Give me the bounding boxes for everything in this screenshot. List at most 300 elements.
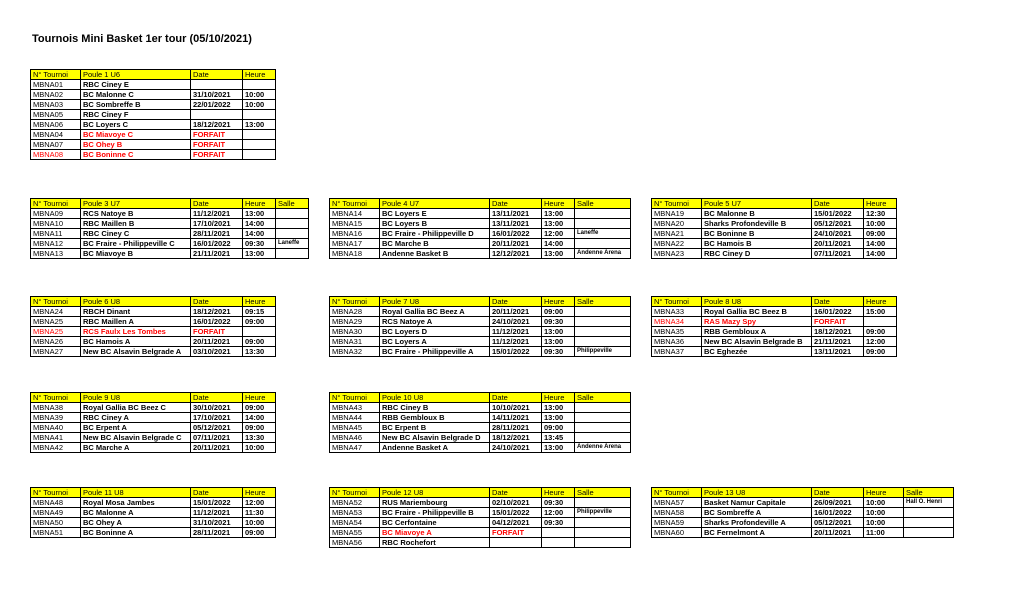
venue: Philippeville: [575, 347, 631, 357]
header-num-tournoi: N° Tournoi: [31, 393, 81, 403]
tournament-code: MBNA48: [31, 498, 81, 508]
match-time: 14:00: [243, 229, 276, 239]
team-name: BC Hamois B: [702, 239, 812, 249]
tournament-code: MBNA41: [31, 433, 81, 443]
tournament-code: MBNA47: [330, 443, 380, 453]
tournament-code: MBNA31: [330, 337, 380, 347]
pool-header-row: [652, 297, 897, 307]
pool-table-8: [651, 296, 897, 357]
match-date: 11/12/2021: [191, 508, 243, 518]
table-row: [652, 229, 897, 239]
tournament-code: MBNA53: [330, 508, 380, 518]
team-name: Royal Gallia BC Beez B: [702, 307, 812, 317]
tournament-code: MBNA12: [31, 239, 81, 249]
match-date: 21/11/2021: [191, 249, 243, 259]
match-date: FORFAIT: [812, 317, 864, 327]
match-date: FORFAIT: [191, 327, 243, 337]
team-name: RBC Ciney A: [81, 413, 191, 423]
team-name: Andenne Basket B: [380, 249, 490, 259]
match-date: 16/01/2022: [191, 239, 243, 249]
table-row: [31, 150, 276, 160]
pool-table-10: [329, 392, 631, 453]
tournament-code: MBNA59: [652, 518, 702, 528]
table-row: [330, 307, 631, 317]
pool-table-13: [651, 487, 954, 538]
pool-header-row: [330, 488, 631, 498]
team-name: BC Boninne C: [81, 150, 191, 160]
pool-table-12: [329, 487, 631, 548]
table-row: [330, 413, 631, 423]
tournament-code: MBNA57: [652, 498, 702, 508]
tournament-code: MBNA20: [652, 219, 702, 229]
team-name: New BC Alsavin Belgrade D: [380, 433, 490, 443]
venue: [904, 528, 954, 538]
match-date: 21/11/2021: [812, 337, 864, 347]
table-row: [330, 219, 631, 229]
team-name: RBC Maillen B: [81, 219, 191, 229]
tournament-code: MBNA17: [330, 239, 380, 249]
table-row: [31, 80, 276, 90]
match-time: 09:30: [542, 347, 575, 357]
venue: [575, 498, 631, 508]
venue: [575, 209, 631, 219]
team-name: RBCH Dinant: [81, 307, 191, 317]
venue: [276, 209, 309, 219]
team-name: RBC Maillen A: [81, 317, 191, 327]
match-date: 28/11/2021: [490, 423, 542, 433]
match-time: 13:45: [542, 433, 575, 443]
header-date: Date: [490, 297, 542, 307]
tournament-code: MBNA46: [330, 433, 380, 443]
team-name: BC Sombreffe A: [702, 508, 812, 518]
header-num-tournoi: N° Tournoi: [330, 393, 380, 403]
tournament-code: MBNA09: [31, 209, 81, 219]
tournament-code: MBNA01: [31, 80, 81, 90]
table-row: [330, 528, 631, 538]
tournament-code: MBNA14: [330, 209, 380, 219]
venue: [575, 433, 631, 443]
table-row: [31, 508, 276, 518]
header-num-tournoi: N° Tournoi: [31, 488, 81, 498]
table-row: [31, 337, 276, 347]
pool-name: Poule 13 U8: [702, 488, 812, 498]
match-date: 13/11/2021: [490, 209, 542, 219]
table-row: [31, 327, 276, 337]
header-heure: Heure: [243, 70, 276, 80]
table-row: [652, 249, 897, 259]
header-date: Date: [191, 199, 243, 209]
match-date: FORFAIT: [490, 528, 542, 538]
venue: Laneffe: [276, 239, 309, 249]
match-date: 03/10/2021: [191, 347, 243, 357]
tournament-code: MBNA30: [330, 327, 380, 337]
venue: Hall O. Henri: [904, 498, 954, 508]
match-time: 13:00: [243, 209, 276, 219]
match-time: 10:00: [243, 518, 276, 528]
match-date: 13/11/2021: [812, 347, 864, 357]
header-num-tournoi: N° Tournoi: [652, 199, 702, 209]
match-time: 09:30: [243, 239, 276, 249]
venue: [276, 229, 309, 239]
header-date: Date: [812, 199, 864, 209]
tournament-code: MBNA33: [652, 307, 702, 317]
table-row: [31, 403, 276, 413]
tournament-code: MBNA18: [330, 249, 380, 259]
match-time: 12:00: [542, 508, 575, 518]
tournament-code: MBNA25: [31, 317, 81, 327]
match-time: 10:00: [864, 498, 904, 508]
table-row: [31, 209, 309, 219]
header-heure: Heure: [243, 393, 276, 403]
match-time: [542, 538, 575, 548]
table-row: [330, 239, 631, 249]
pool-name: Poule 4 U7: [380, 199, 490, 209]
match-time: 09:00: [864, 229, 897, 239]
match-date: 14/11/2021: [490, 413, 542, 423]
match-time: 09:30: [542, 498, 575, 508]
team-name: RCS Natoye A: [380, 317, 490, 327]
header-num-tournoi: N° Tournoi: [31, 70, 81, 80]
header-heure: Heure: [542, 393, 575, 403]
match-time: 10:00: [864, 508, 904, 518]
match-time: 15:00: [864, 307, 897, 317]
team-name: New BC Alsavin Belgrade B: [702, 337, 812, 347]
pool-header-row: [330, 199, 631, 209]
match-date: 05/12/2021: [812, 518, 864, 528]
tournament-code: MBNA22: [652, 239, 702, 249]
venue: Andenne Arena: [575, 249, 631, 259]
team-name: RBC Ciney F: [81, 110, 191, 120]
tournament-code: MBNA54: [330, 518, 380, 528]
team-name: BC Loyers D: [380, 327, 490, 337]
table-row: [330, 498, 631, 508]
table-row: [652, 508, 954, 518]
venue: [575, 317, 631, 327]
team-name: BC Miavoye B: [81, 249, 191, 259]
team-name: BC Fraire - Philippeville D: [380, 229, 490, 239]
tournament-code: MBNA08: [31, 150, 81, 160]
table-row: [652, 307, 897, 317]
pool-table-11: [30, 487, 276, 538]
table-row: [330, 209, 631, 219]
match-time: 09:15: [243, 307, 276, 317]
team-name: BC Loyers C: [81, 120, 191, 130]
team-name: BC Marche B: [380, 239, 490, 249]
match-time: 13:00: [542, 403, 575, 413]
match-time: 09:00: [542, 423, 575, 433]
match-date: 16/01/2022: [490, 229, 542, 239]
team-name: RBC Ciney E: [81, 80, 191, 90]
tournament-code: MBNA15: [330, 219, 380, 229]
team-name: RBC Ciney D: [702, 249, 812, 259]
match-date: 17/10/2021: [191, 219, 243, 229]
table-row: [31, 413, 276, 423]
match-date: [191, 80, 243, 90]
match-date: 15/01/2022: [191, 498, 243, 508]
tournament-code: MBNA43: [330, 403, 380, 413]
header-date: Date: [191, 70, 243, 80]
table-row: [330, 337, 631, 347]
match-time: 13:00: [542, 443, 575, 453]
match-time: 13:00: [542, 337, 575, 347]
tournament-code: MBNA39: [31, 413, 81, 423]
match-date: 16/01/2022: [191, 317, 243, 327]
venue: [575, 327, 631, 337]
team-name: BC Boninne B: [702, 229, 812, 239]
match-date: 07/11/2021: [191, 433, 243, 443]
table-row: [31, 120, 276, 130]
pool-table-4: [329, 198, 631, 259]
pool-name: Poule 8 U8: [702, 297, 812, 307]
match-date: 05/12/2021: [191, 423, 243, 433]
venue: [575, 219, 631, 229]
match-time: 09:00: [243, 403, 276, 413]
match-date: 24/10/2021: [812, 229, 864, 239]
match-time: 11:30: [243, 508, 276, 518]
team-name: BC Miavoye C: [81, 130, 191, 140]
header-num-tournoi: N° Tournoi: [330, 488, 380, 498]
table-row: [330, 347, 631, 357]
tournament-code: MBNA44: [330, 413, 380, 423]
match-time: 09:00: [243, 423, 276, 433]
tournament-code: MBNA35: [652, 327, 702, 337]
match-time: [243, 327, 276, 337]
tournament-code: MBNA58: [652, 508, 702, 518]
table-row: [31, 347, 276, 357]
header-heure: Heure: [542, 199, 575, 209]
match-date: 18/12/2021: [191, 307, 243, 317]
table-row: [31, 90, 276, 100]
venue: Andenne Arena: [575, 443, 631, 453]
table-row: [652, 209, 897, 219]
team-name: New BC Alsavin Belgrade C: [81, 433, 191, 443]
team-name: Sharks Profondeville B: [702, 219, 812, 229]
match-time: [864, 317, 897, 327]
team-name: BC Loyers A: [380, 337, 490, 347]
tournament-code: MBNA25: [31, 327, 81, 337]
venue: [904, 518, 954, 528]
team-name: BC Erpent A: [81, 423, 191, 433]
match-time: 09:30: [542, 518, 575, 528]
table-row: [652, 528, 954, 538]
team-name: BC Hamois A: [81, 337, 191, 347]
match-time: 10:00: [864, 518, 904, 528]
tournament-code: MBNA02: [31, 90, 81, 100]
team-name: BC Fraire - Philippeville C: [81, 239, 191, 249]
table-row: [652, 327, 897, 337]
pool-name: Poule 1 U6: [81, 70, 191, 80]
venue: [904, 508, 954, 518]
pool-name: Poule 5 U7: [702, 199, 812, 209]
tournament-code: MBNA07: [31, 140, 81, 150]
match-date: 12/12/2021: [490, 249, 542, 259]
match-date: 11/12/2021: [191, 209, 243, 219]
team-name: BC Erpent B: [380, 423, 490, 433]
match-date: 16/01/2022: [812, 307, 864, 317]
match-time: 14:00: [243, 219, 276, 229]
venue: [575, 413, 631, 423]
table-row: [31, 130, 276, 140]
header-salle: Salle: [575, 199, 631, 209]
tournament-code: MBNA29: [330, 317, 380, 327]
table-row: [31, 140, 276, 150]
match-time: 12:00: [864, 337, 897, 347]
pool-header-row: [652, 488, 954, 498]
tournament-code: MBNA11: [31, 229, 81, 239]
match-time: 10:00: [864, 219, 897, 229]
match-time: 12:30: [864, 209, 897, 219]
team-name: BC Marche A: [81, 443, 191, 453]
team-name: BC Fraire - Philippeville A: [380, 347, 490, 357]
header-num-tournoi: N° Tournoi: [31, 199, 81, 209]
match-time: 12:00: [542, 229, 575, 239]
pool-name: Poule 7 U8: [380, 297, 490, 307]
team-name: BC Eghezée: [702, 347, 812, 357]
table-row: [652, 347, 897, 357]
match-date: 05/12/2021: [812, 219, 864, 229]
header-heure: Heure: [542, 488, 575, 498]
team-name: BC Malonne A: [81, 508, 191, 518]
team-name: RCS Natoye B: [81, 209, 191, 219]
pool-header-row: [31, 488, 276, 498]
table-row: [31, 433, 276, 443]
tournament-code: MBNA26: [31, 337, 81, 347]
tournament-code: MBNA06: [31, 120, 81, 130]
match-date: 02/10/2021: [490, 498, 542, 508]
tournament-code: MBNA32: [330, 347, 380, 357]
tournament-code: MBNA19: [652, 209, 702, 219]
match-time: 13:30: [243, 347, 276, 357]
table-row: [31, 317, 276, 327]
header-date: Date: [490, 199, 542, 209]
match-date: 20/11/2021: [812, 528, 864, 538]
match-date: 30/10/2021: [191, 403, 243, 413]
table-row: [330, 403, 631, 413]
header-heure: Heure: [243, 297, 276, 307]
tournament-code: MBNA51: [31, 528, 81, 538]
header-num-tournoi: N° Tournoi: [330, 297, 380, 307]
match-date: 15/01/2022: [812, 209, 864, 219]
team-name: BC Malonne B: [702, 209, 812, 219]
team-name: RBC Ciney C: [81, 229, 191, 239]
match-date: 26/09/2021: [812, 498, 864, 508]
team-name: RAS Mazy Spy: [702, 317, 812, 327]
pool-name: Poule 6 U8: [81, 297, 191, 307]
table-row: [652, 219, 897, 229]
pool-header-row: [330, 393, 631, 403]
match-date: 11/12/2021: [490, 327, 542, 337]
tournament-code: MBNA24: [31, 307, 81, 317]
match-date: 20/11/2021: [490, 307, 542, 317]
match-date: 31/10/2021: [191, 518, 243, 528]
match-time: [243, 110, 276, 120]
pool-table-9: [30, 392, 276, 453]
tournament-code: MBNA36: [652, 337, 702, 347]
header-salle: Salle: [575, 393, 631, 403]
venue: [575, 518, 631, 528]
pool-header-row: [31, 199, 309, 209]
table-row: [330, 538, 631, 548]
match-date: 15/01/2022: [490, 347, 542, 357]
header-salle: Salle: [276, 199, 309, 209]
match-time: [243, 140, 276, 150]
team-name: RBC Rochefort: [380, 538, 490, 548]
team-name: Andenne Basket A: [380, 443, 490, 453]
match-date: 13/11/2021: [490, 219, 542, 229]
tournament-code: MBNA55: [330, 528, 380, 538]
match-time: 10:00: [243, 90, 276, 100]
table-row: [652, 498, 954, 508]
table-row: [31, 423, 276, 433]
match-date: 31/10/2021: [191, 90, 243, 100]
table-row: [330, 433, 631, 443]
table-row: [31, 518, 276, 528]
match-time: 09:00: [243, 528, 276, 538]
match-time: [243, 80, 276, 90]
pool-name: Poule 3 U7: [81, 199, 191, 209]
match-time: [243, 130, 276, 140]
tournament-code: MBNA56: [330, 538, 380, 548]
table-row: [31, 110, 276, 120]
table-row: [31, 219, 309, 229]
table-row: [330, 327, 631, 337]
tournament-code: MBNA52: [330, 498, 380, 508]
team-name: Royal Mosa Jambes: [81, 498, 191, 508]
match-date: 16/01/2022: [812, 508, 864, 518]
venue: [575, 307, 631, 317]
match-date: 24/10/2021: [490, 443, 542, 453]
pool-header-row: [31, 70, 276, 80]
header-heure: Heure: [864, 488, 904, 498]
tournament-code: MBNA49: [31, 508, 81, 518]
pool-table-6: [30, 296, 276, 357]
match-date: [191, 110, 243, 120]
header-date: Date: [490, 488, 542, 498]
tournament-code: MBNA13: [31, 249, 81, 259]
team-name: BC Fraire - Philippeville B: [380, 508, 490, 518]
match-date: 17/10/2021: [191, 413, 243, 423]
header-salle: Salle: [904, 488, 954, 498]
header-date: Date: [191, 297, 243, 307]
team-name: BC Loyers B: [380, 219, 490, 229]
match-date: 18/12/2021: [191, 120, 243, 130]
tournament-code: MBNA10: [31, 219, 81, 229]
table-row: [31, 100, 276, 110]
team-name: BC Cerfontaine: [380, 518, 490, 528]
table-row: [330, 317, 631, 327]
tournament-code: MBNA21: [652, 229, 702, 239]
tournament-code: MBNA40: [31, 423, 81, 433]
team-name: Basket Namur Capitale: [702, 498, 812, 508]
team-name: Royal Gallia BC Beez C: [81, 403, 191, 413]
match-time: [243, 150, 276, 160]
table-row: [330, 229, 631, 239]
table-row: [31, 239, 309, 249]
venue: [575, 423, 631, 433]
header-heure: Heure: [243, 488, 276, 498]
header-salle: Salle: [575, 297, 631, 307]
match-date: [490, 538, 542, 548]
header-salle: Salle: [575, 488, 631, 498]
team-name: BC Sombreffe B: [81, 100, 191, 110]
header-date: Date: [490, 393, 542, 403]
pool-table-5: [651, 198, 897, 259]
match-time: 14:00: [243, 413, 276, 423]
match-time: [542, 528, 575, 538]
header-num-tournoi: N° Tournoi: [330, 199, 380, 209]
team-name: RBB Gembloux A: [702, 327, 812, 337]
table-row: [330, 249, 631, 259]
